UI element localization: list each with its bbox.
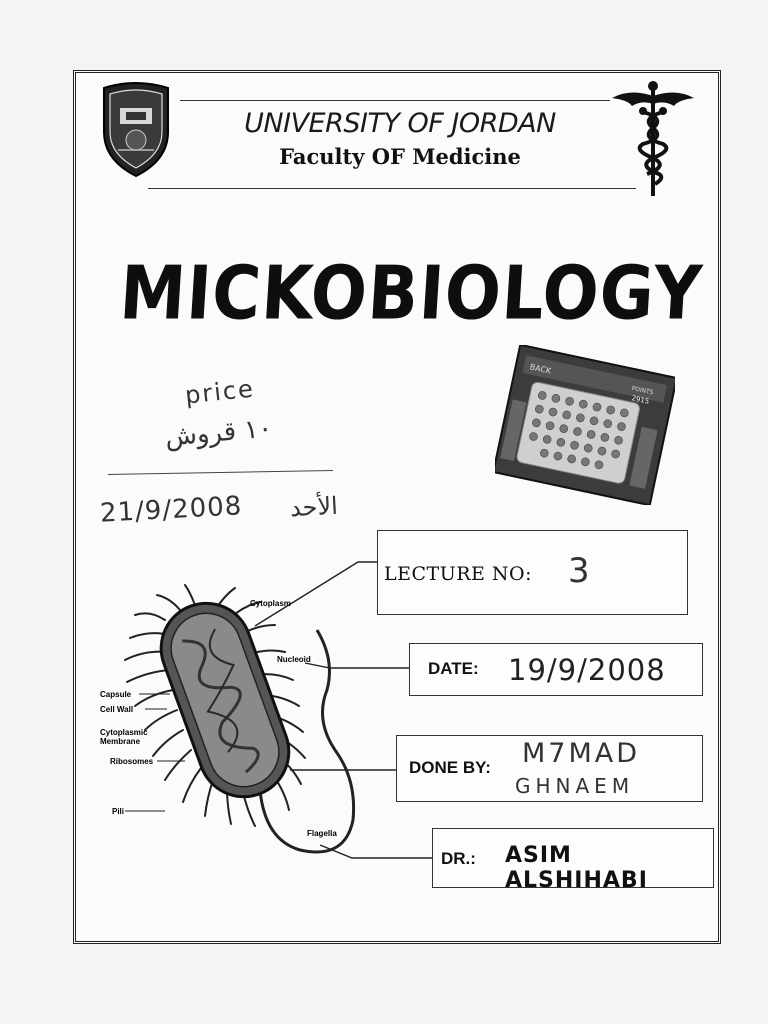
date-label: DATE: (428, 659, 479, 678)
header-top-rule (180, 100, 610, 101)
label-ribosomes: Ribosomes (110, 757, 154, 766)
caduceus-icon (610, 78, 696, 198)
header-bottom-rule (148, 188, 636, 189)
label-pili: Pili (112, 807, 125, 816)
handwritten-day: الأحد (289, 491, 339, 523)
doctor-box (432, 828, 714, 893)
date-value: 19/9/2008 (508, 653, 666, 687)
label-flagella: Flagella (307, 829, 337, 838)
bacterium-diagram (95, 580, 385, 870)
doctor-name: ASIM ALSHIHABI (505, 843, 648, 893)
university-name: UNIVERSITY OF JORDAN (244, 108, 556, 139)
label-cytoplasmic-membrane-1: Cytoplasmic (100, 728, 148, 737)
done-by-box (396, 735, 703, 802)
label-capsule: Capsule (100, 690, 132, 699)
university-crest-icon (98, 80, 174, 178)
done-by-name-line-1: M7MAD (522, 738, 641, 769)
label-cytoplasm: Cytoplasm (250, 599, 291, 608)
handwritten-date: 21/9/2008 (99, 491, 244, 529)
done-by-label: DONE BY: (409, 758, 491, 777)
doctor-label: DR.: (441, 849, 476, 868)
faculty-name: Faculty OF Medicine (279, 144, 521, 169)
game-screenshot-image (495, 345, 675, 505)
lecture-number-value: 3 (568, 551, 590, 591)
label-cell-wall: Cell Wall (100, 705, 134, 714)
game-points-label: POINTS (630, 384, 654, 397)
label-nucleoid: Nucleoid (277, 655, 311, 664)
label-cytoplasmic-membrane-2: Membrane (100, 737, 141, 746)
done-by-name-line-2: GHNAEM (515, 774, 635, 798)
date-box (409, 643, 703, 696)
lecture-number-box (377, 530, 688, 615)
handwritten-price-label: price (183, 374, 257, 410)
course-title: MICKOBIOLOGY (117, 250, 705, 337)
game-back-label: BACK (528, 362, 553, 376)
game-points-value: 2915 (630, 394, 650, 406)
lecture-number-label: LECTURE NO: (384, 563, 533, 585)
handwritten-price-value: ١٠ قروش (163, 413, 274, 453)
